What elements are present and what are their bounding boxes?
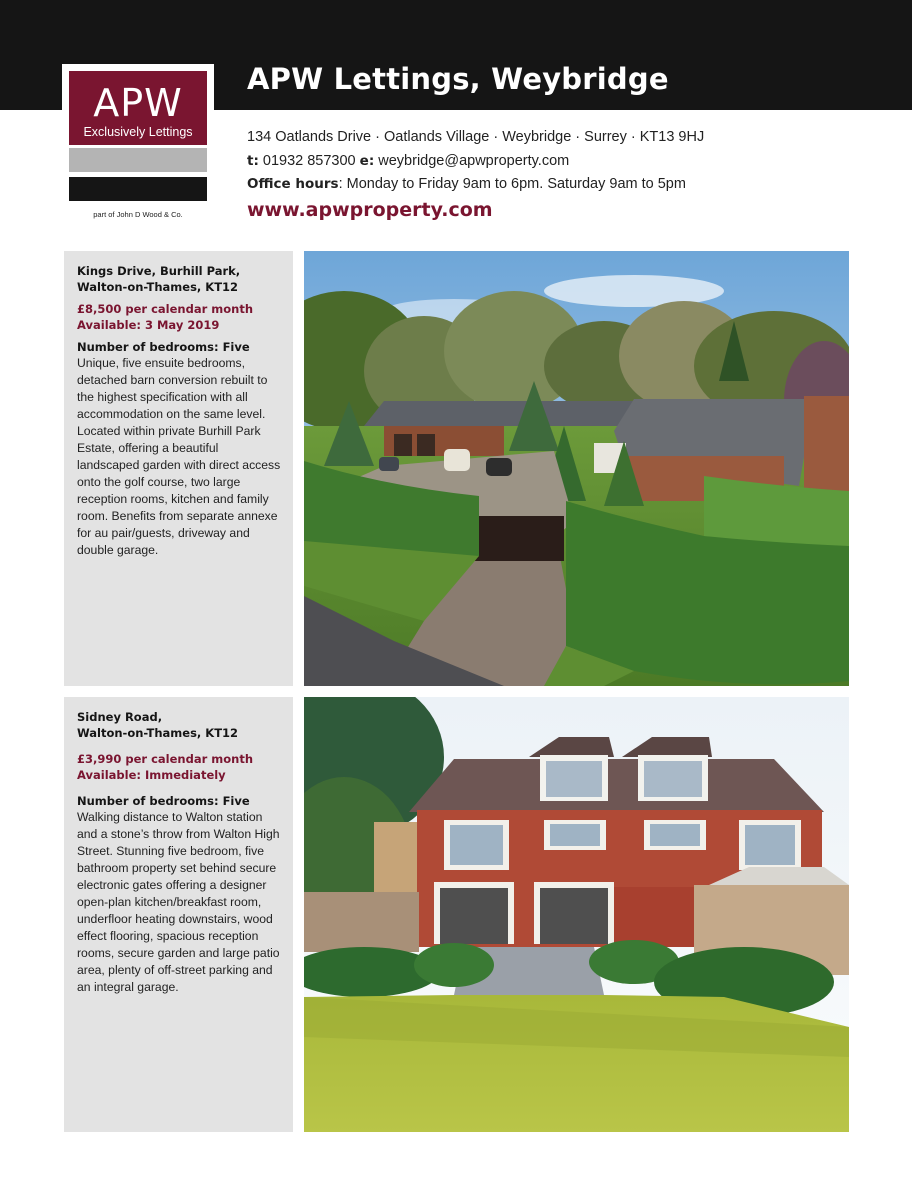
listing-address [77,709,281,741]
hours-label: Office hours [247,176,339,192]
logo-grey-stripe [69,148,207,172]
logo-mark: APW [93,81,183,125]
availability-text: Available: 3 May 2019 [77,318,220,332]
price-text: £3,990 per calendar month [77,752,254,766]
listing-photo-kings-drive [304,251,849,686]
logo-tagline: Exclusively Lettings [83,125,193,139]
office-address: 134 Oatlands Drive · Oatlands Village · Weybridge · Surrey · KT13 9HJ [247,129,705,145]
listing-panel-kings-drive [64,251,293,686]
listing-price [77,751,281,783]
logo-black-stripe [69,177,207,201]
phone-label: t: [247,152,259,169]
office-contact [247,126,704,197]
address-line-2: Walton-on-Thames, KT12 [77,280,239,294]
listing-bedrooms: Number of bedrooms: Five [77,340,250,354]
listing-description: Unique, five ensuite bedrooms, detached barn conversion rebuilt to the highest specification with all accommodation on the same level. Located within private Burhill Park Estate, offering a beautiful landscaped garden with direct access onto the golf course, two large reception rooms, kitchen and family room. Benefits from separate annexe for au pair/guests, driveway and double garage. [77,356,281,557]
page-title: APW Lettings, Weybridge [247,62,669,96]
listing-panel-sidney-road [64,697,293,1132]
listing-address [77,263,281,295]
email-address[interactable]: weybridge@apwproperty.com [378,152,570,169]
phone-number[interactable]: 01932 857300 [262,152,356,169]
hours-text: : Monday to Friday 9am to 6pm. Saturday 9am to 5pm [338,176,686,192]
price-text: £8,500 per calendar month [77,302,254,316]
email-label: e: [359,152,375,169]
address-line-1: Sidney Road, [77,710,163,724]
office-phone-email [247,150,704,174]
listing-price [77,301,281,333]
address-line-1: Kings Drive, Burhill Park, [77,264,241,278]
listing-bedrooms: Number of bedrooms: Five [77,794,250,808]
address-line-2: Walton-on-Thames, KT12 [77,726,239,740]
website-link[interactable]: www.apwproperty.com [247,199,493,221]
logo-red-box [69,71,207,145]
apw-logo [62,64,214,206]
availability-text: Available: Immediately [77,768,226,782]
logo-parent-company: part of John D Wood & Co. [93,210,183,219]
listing-photo-sidney-road [304,697,849,1132]
office-hours [247,173,704,197]
listing-description: Walking distance to Walton station and a stone’s throw from Walton High Street. Stunning five bedroom, five bathroom property set behind secure electronic gates offering a designer open-plan kitchen/breakfast room, underfloor heating downstairs, wood effect flooring, spacious reception rooms, secure garden and large patio area, plenty of off-street parking and an integral garage. [77,810,280,994]
